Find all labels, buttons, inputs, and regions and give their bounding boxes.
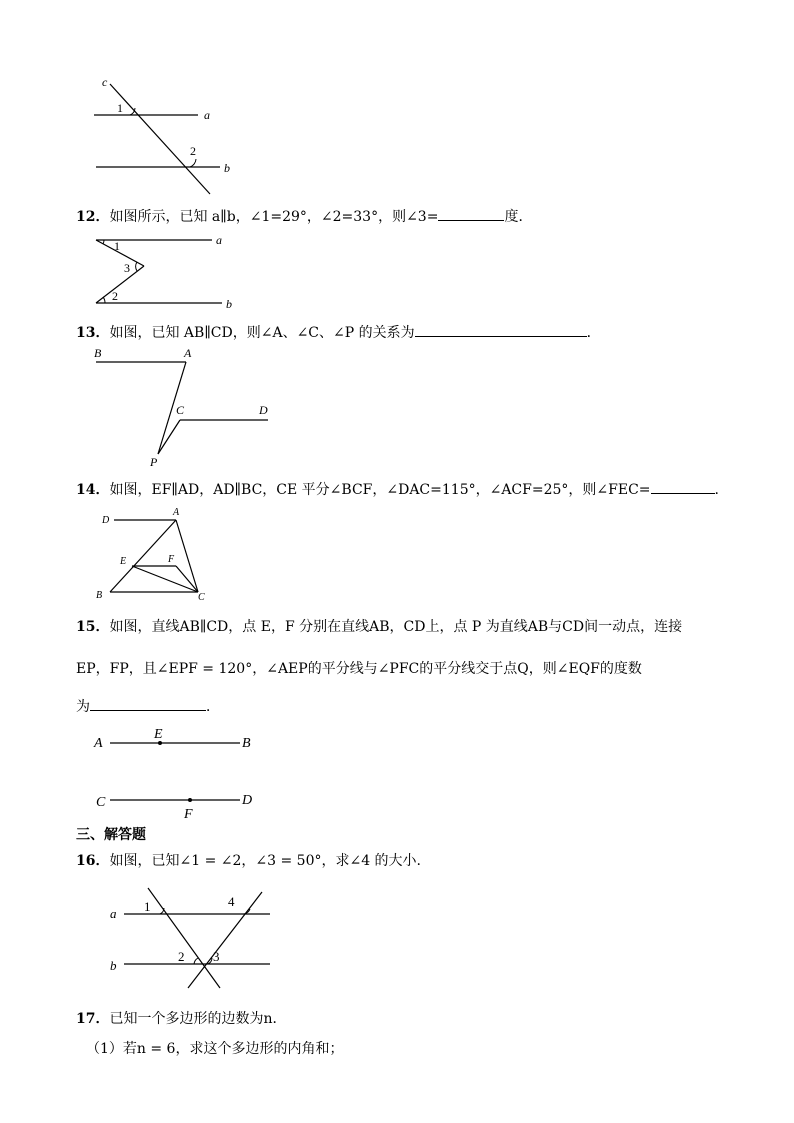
label-angle-2: 2	[112, 289, 118, 303]
label-angle-2: 2	[190, 144, 196, 158]
label-angle-3: 3	[213, 949, 220, 964]
question-number: 12．	[76, 209, 110, 225]
label-P: P	[150, 455, 158, 469]
question-suffix: ．	[586, 325, 601, 341]
label-A: A	[173, 507, 180, 518]
answer-blank[interactable]	[90, 696, 206, 711]
label-B: B	[96, 590, 103, 601]
label-angle-1: 1	[117, 101, 123, 115]
label-C: C	[176, 403, 185, 417]
question-number: 17．	[76, 1011, 110, 1027]
label-C: C	[96, 795, 106, 810]
question-text: （1）若n = 6，求这个多边形的内角和；	[86, 1041, 344, 1057]
answer-blank[interactable]	[415, 322, 587, 337]
label-E: E	[154, 727, 163, 742]
label-E: E	[120, 556, 127, 567]
label-F: F	[168, 554, 175, 565]
label-a: a	[216, 234, 222, 247]
question-text: 已知一个多边形的边数为n．	[109, 1011, 287, 1027]
label-A: A	[184, 346, 192, 360]
label-D: D	[102, 515, 110, 526]
figure-q14	[92, 504, 232, 604]
question-text: 为	[76, 699, 90, 715]
question-suffix: .	[714, 482, 719, 498]
question-12	[76, 206, 532, 226]
label-b: b	[224, 161, 230, 175]
question-number: 14．	[76, 482, 110, 498]
question-suffix: ．	[206, 699, 220, 715]
question-text: EP，FP，且∠EPF = 120°，∠AEP的平分线与∠PFC的平分线交于点Q，则∠EQF的度数	[76, 661, 642, 677]
figure-q11	[86, 72, 246, 202]
figure-q16	[104, 884, 284, 994]
question-number: 13．	[76, 325, 110, 341]
question-text: 如图所示，已知 a∥b，∠1=29°，∠2=33°，则∠3=	[109, 209, 439, 225]
question-text: 如图，已知 AB∥CD，则∠A、∠C、∠P 的关系为	[109, 325, 415, 341]
question-17	[76, 1010, 287, 1028]
label-angle-4: 4	[228, 894, 235, 909]
label-angle-1: 1	[114, 239, 120, 253]
label-a: a	[110, 906, 117, 921]
label-c: c	[102, 75, 108, 89]
question-15-line-3	[76, 696, 220, 716]
section-title: 三、解答题	[76, 827, 146, 843]
question-15-line-2	[76, 660, 642, 678]
label-angle-2: 2	[178, 949, 185, 964]
question-13	[76, 322, 601, 342]
answer-blank[interactable]	[438, 206, 504, 221]
label-angle-3: 3	[124, 261, 130, 275]
question-14	[76, 479, 719, 499]
answer-blank[interactable]	[651, 479, 715, 494]
label-F: F	[184, 807, 193, 822]
question-text: 如图，直线AB∥CD，点 E，F 分别在直线AB，CD上，点 P 为直线AB与CD间一动点，连接	[109, 619, 683, 635]
figure-q13	[88, 344, 288, 470]
figure-q12	[90, 234, 250, 314]
label-a: a	[204, 108, 210, 122]
question-text: 如图，已知∠1 = ∠2，∠3 = 50°，求∠4 的大小.	[109, 853, 422, 869]
question-number: 15．	[76, 619, 110, 635]
question-suffix: 度．	[504, 209, 533, 225]
label-B: B	[242, 736, 251, 751]
label-D: D	[259, 403, 268, 417]
label-C: C	[198, 592, 205, 603]
figure-q15	[90, 724, 270, 824]
label-A: A	[94, 736, 103, 751]
question-17-part-1	[86, 1040, 343, 1058]
label-b: b	[110, 958, 117, 973]
question-text: 如图，EF∥AD，AD∥BC，CE 平分∠BCF，∠DAC=115°，∠ACF=25°，则∠FEC=	[109, 482, 651, 498]
question-16	[76, 852, 421, 870]
label-b: b	[226, 297, 232, 311]
label-B: B	[94, 346, 102, 360]
label-angle-1: 1	[144, 899, 151, 914]
question-15-line-1	[76, 618, 682, 636]
label-D: D	[242, 793, 253, 808]
question-number: 16．	[76, 853, 110, 869]
